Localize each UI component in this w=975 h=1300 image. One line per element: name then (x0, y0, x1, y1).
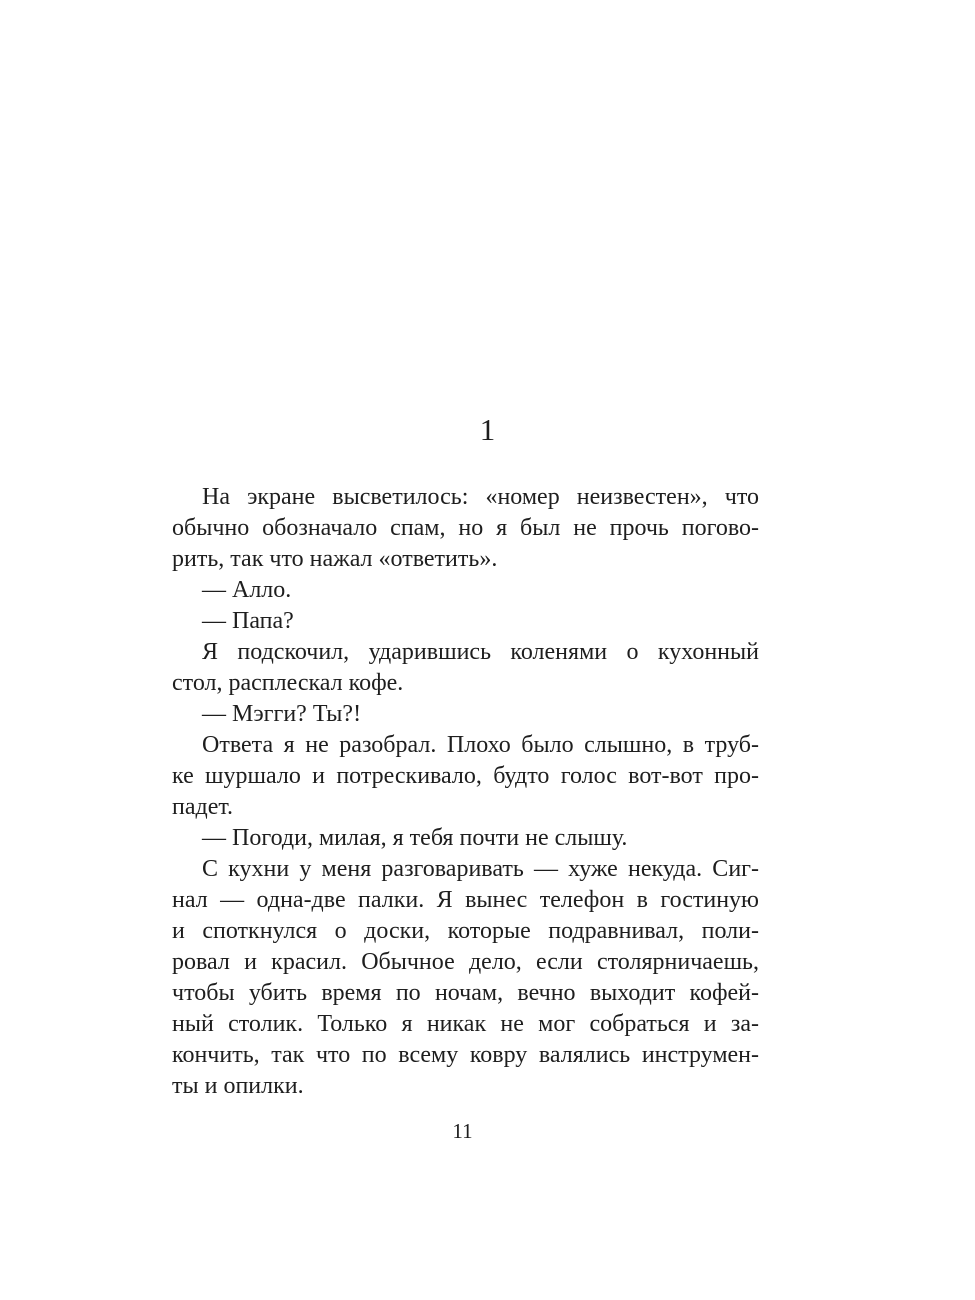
text-line: — Погоди, милая, я тебя почти не слышу. (202, 825, 628, 851)
text-line: — Алло. (202, 577, 292, 603)
text-line: ровал и красил. Обычное дело, если столярничаешь, (172, 949, 759, 975)
text-line: ный столик. Только я никак не мог собраться и за- (172, 1011, 759, 1037)
chapter-number: 1 (479, 412, 496, 447)
text-line: рить, так что нажал «ответить». (172, 546, 498, 572)
text-line: Я подскочил, ударившись коленями о кухонный (202, 639, 759, 665)
text-line: стол, расплескал кофе. (172, 670, 404, 696)
text-line: С кухни у меня разговаривать — хуже некуда. Сиг- (202, 856, 759, 882)
text-line: чтобы убить время по ночам, вечно выходит кофей- (172, 980, 759, 1006)
text-line: и споткнулся о доски, которые подравнивал, поли- (172, 918, 759, 944)
text-line: Ответа я не разобрал. Плохо было слышно, в труб- (202, 732, 759, 758)
text-line: падет. (172, 794, 234, 820)
text-line: — Мэгги? Ты?! (202, 701, 362, 727)
text-line: обычно обозначало спам, но я был не прочь погово- (172, 515, 759, 541)
body-text (172, 482, 759, 1102)
page-number: 11 (452, 1119, 473, 1143)
text-line: — Папа? (202, 608, 294, 634)
text-line: ке шуршало и потрескивало, будто голос вот-вот про- (172, 763, 759, 789)
text-line: нал — одна-две палки. Я вынес телефон в гостиную (172, 887, 759, 913)
text-line: На экране высветилось: «номер неизвестен», что (202, 484, 759, 510)
text-line: ты и опилки. (172, 1073, 304, 1099)
text-line: кончить, так что по всему ковру валялись инструмен- (172, 1042, 759, 1068)
